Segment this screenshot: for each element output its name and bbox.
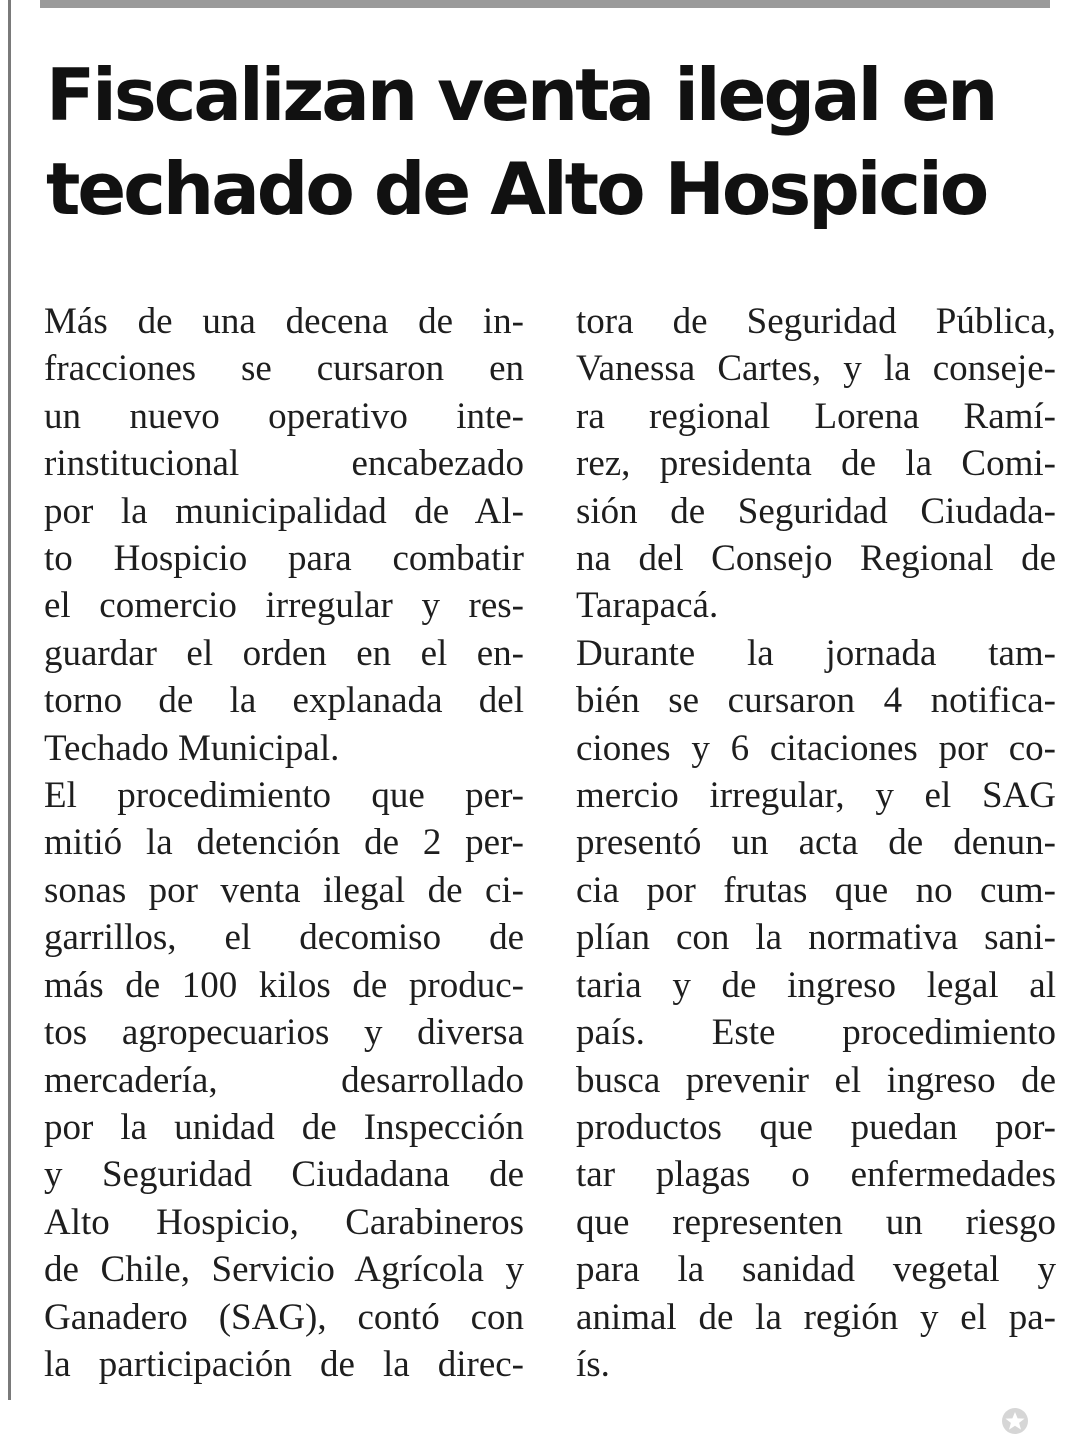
body-line: el comercio irregular y res- [44, 585, 524, 627]
body-line: más de 100 kilos de produc- [44, 964, 524, 1006]
body-line: taria y de ingreso legal al [576, 964, 1056, 1006]
body-line: garrillos, el decomiso de [44, 917, 524, 959]
headline-line: Fiscalizan venta ilegal en [46, 53, 996, 137]
body-line: sonas por venta ilegal de ci- [44, 869, 524, 911]
body-line: Techado Municipal. [44, 727, 340, 769]
body-line: país. Este procedimiento [576, 1012, 1056, 1054]
body-line: Tarapacá. [576, 585, 719, 627]
body-line: fracciones se cursaron en [44, 348, 524, 390]
body-line: y Seguridad Ciudadana de [44, 1154, 524, 1196]
body-line: mitió la detención de 2 per- [44, 822, 524, 864]
body-line: busca prevenir el ingreso de [576, 1059, 1056, 1101]
body-line: que representen un riesgo [576, 1201, 1056, 1243]
body-line: plían con la normativa sani- [576, 917, 1056, 959]
top-rule [40, 0, 1050, 8]
body-line: Ganadero (SAG), contó con [44, 1296, 524, 1338]
body-line: de Chile, Servicio Agrícola y [44, 1249, 524, 1291]
body-line: rez, presidenta de la Comi- [576, 443, 1056, 485]
body-line: cia por frutas que no cum- [576, 869, 1056, 911]
body-line: productos que puedan por- [576, 1106, 1056, 1148]
end-of-article-star-icon [1000, 1406, 1030, 1436]
body-line: bién se cursaron 4 notifica- [576, 680, 1056, 722]
column-rule [8, 0, 11, 1400]
body-line: tos agropecuarios y diversa [44, 1012, 524, 1054]
body-line: ra regional Lorena Ramí- [576, 395, 1056, 437]
body-line: tora de Seguridad Pública, [576, 301, 1056, 342]
body-line: para la sanidad vegetal y [576, 1249, 1056, 1291]
body-line: guardar el orden en el en- [44, 632, 524, 674]
body-line: Más de una decena de in- [44, 301, 524, 342]
body-line: ís. [576, 1343, 610, 1385]
body-line: la participación de la direc- [44, 1343, 524, 1385]
body-line: animal de la región y el pa- [576, 1296, 1056, 1338]
body-line: ciones y 6 citaciones por co- [576, 727, 1056, 769]
body-column-left [44, 298, 524, 1388]
body-line: mercio irregular, y el SAG [576, 775, 1056, 817]
body-line: Alto Hospicio, Carabineros [44, 1201, 524, 1243]
body-line: presentó un acta de denun- [576, 822, 1056, 864]
body-line: na del Consejo Regional de [576, 538, 1056, 580]
body-line: un nuevo operativo inte- [44, 395, 524, 437]
body-line: torno de la explanada del [44, 680, 524, 722]
body-line: Durante la jornada tam- [576, 632, 1056, 674]
body-line: por la unidad de Inspección [44, 1106, 524, 1148]
body-column-right [576, 298, 1056, 1388]
body-line: tar plagas o enfermedades [576, 1154, 1056, 1196]
body-line: Vanessa Cartes, y la conseje- [576, 348, 1056, 390]
headline-line: techado de Alto Hospicio [46, 147, 987, 231]
body-line: to Hospicio para combatir [44, 538, 524, 580]
body-line: El procedimiento que per- [44, 775, 524, 817]
body-line: mercadería, desarrollado [44, 1059, 524, 1101]
body-line: rinstitucional encabezado [44, 443, 524, 485]
body-line: por la municipalidad de Al- [44, 490, 524, 532]
headline [46, 48, 1046, 236]
body-line: sión de Seguridad Ciudada- [576, 490, 1056, 532]
